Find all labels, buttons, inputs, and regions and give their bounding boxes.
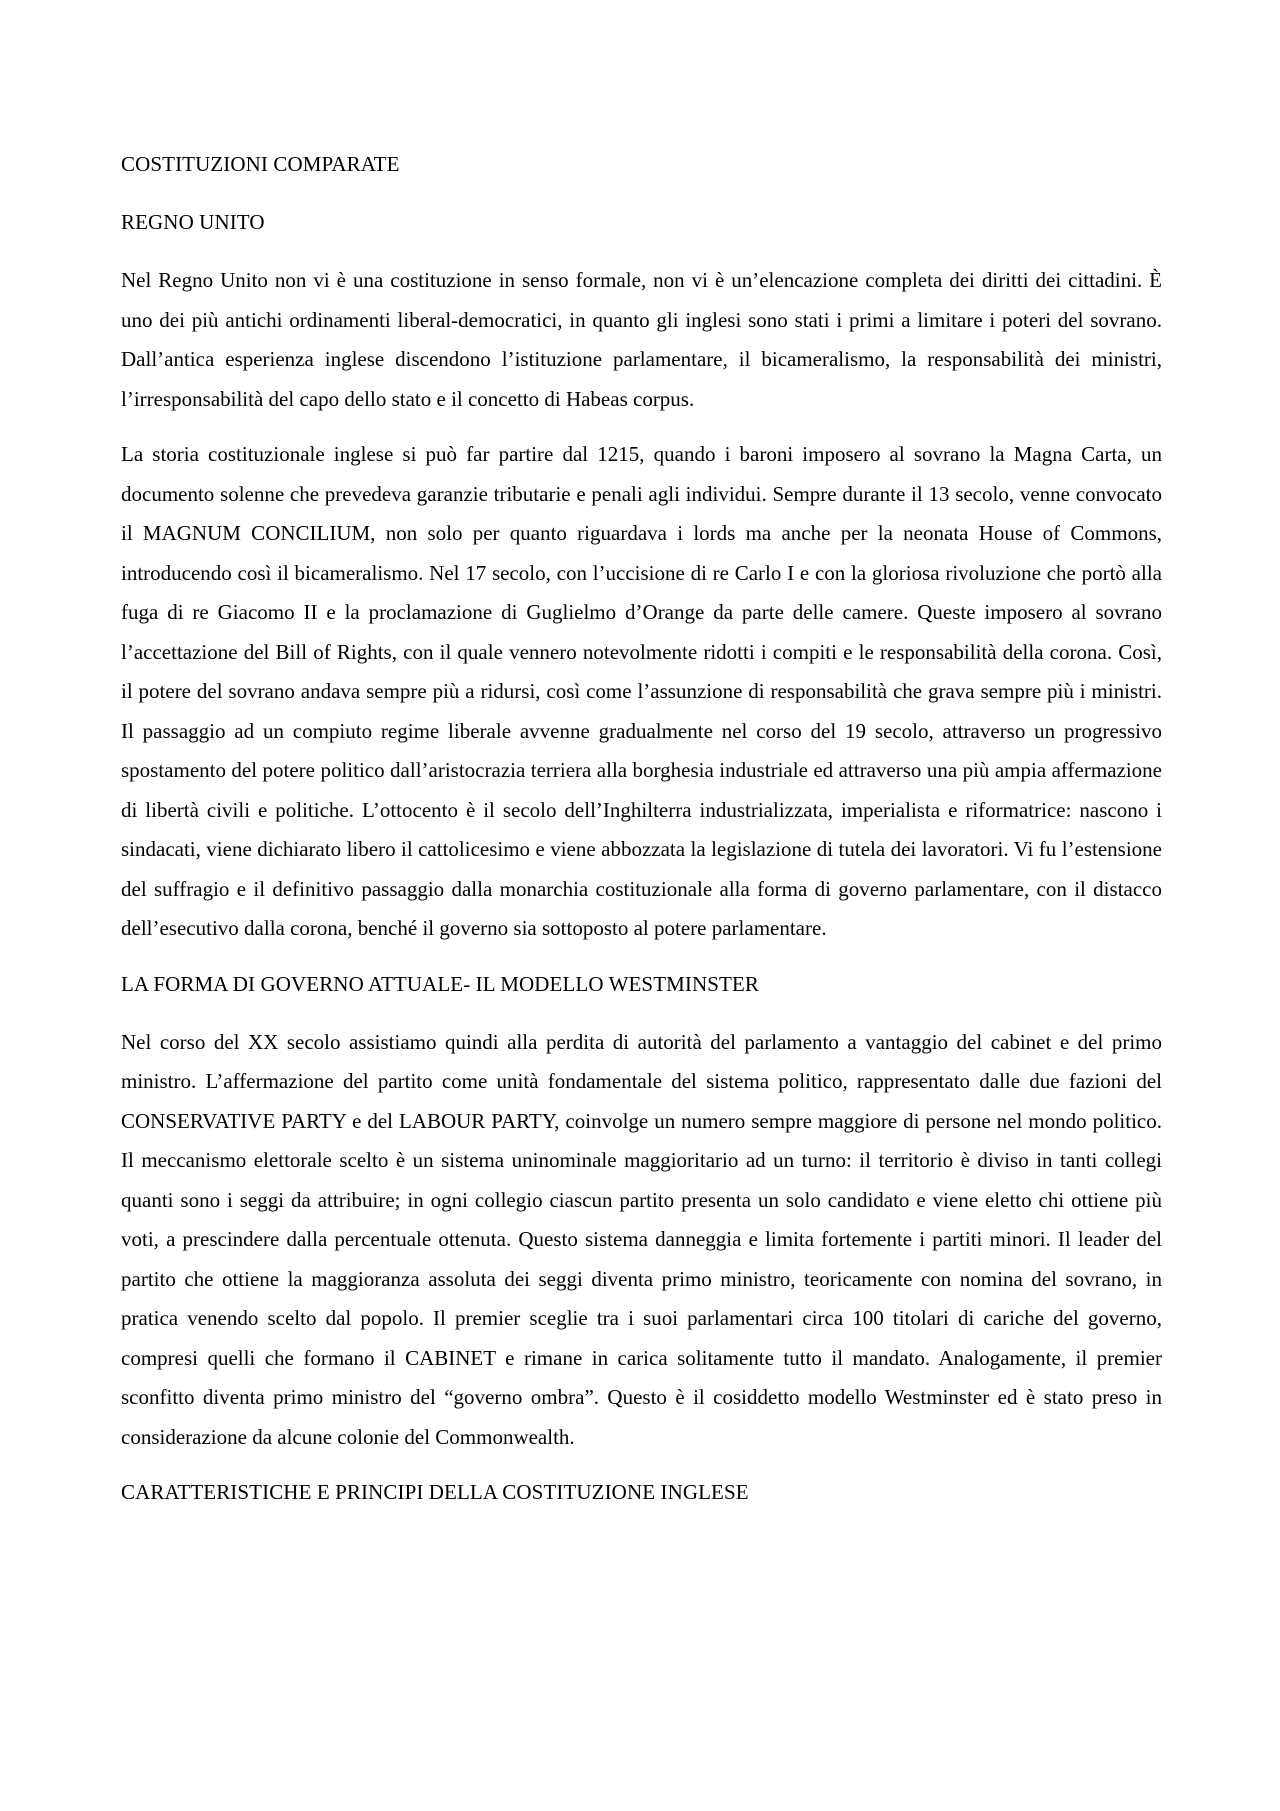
section-heading-principles: CARATTERISTICHE E PRINCIPI DELLA COSTITUZIONE INGLESE	[121, 1480, 749, 1504]
paragraph-history: La storia costituzionale inglese si può far partire dal 1215, quando i baroni imposero al sovrano la Magna Carta, un documento solenne che prevedeva garanzie tributarie e penali agli individui. Sempre durante il 13 secolo, venne convocato il MAGNUM CONCILIUM, non solo per quanto riguardava i lords ma anche per la neonata House of Commons, introducendo così il bicameralismo. Nel 17 secolo, con l’uccisione di re Carlo I e con la gloriosa rivoluzione che portò alla fuga di re Giacomo II e la proclamazione di Guglielmo d’Orange da parte delle camere. Queste imposero al sovrano l’accettazione del Bill of Rights, con il quale vennero notevolmente ridotti i compiti e le responsabilità della corona. Così, il potere del sovrano andava sempre più a ridursi, così come l’assunzione di responsabilità che grava sempre più i ministri. Il passaggio ad un compiuto regime liberale avvenne gradualmente nel corso del 19 secolo, attraverso un progressivo spostamento del potere politico dall’aristocrazia terriera alla borghesia industriale ed attraverso una più ampia affermazione di libertà civili e politiche. L’ottocento è il secolo dell’Inghilterra industrializzata, imperialista e riformatrice: nascono i sindacati, viene dichiarato libero il cattolicesimo e viene abbozzata la legislazione di tutela dei lavoratori. Vi fu l’estensione del suffragio e il definitivo passaggio dalla monarchia costituzionale alla forma di governo parlamentare, con il distacco dell’esecutivo dalla corona, benché il governo sia sottoposto al potere parlamentare.	[121, 442, 1162, 940]
paragraph-intro: Nel Regno Unito non vi è una costituzione in senso formale, non vi è un’elencazione completa dei diritti dei cittadini. È uno dei più antichi ordinamenti liberal-democratici, in quanto gli inglesi sono stati i primi a limitare i poteri del sovrano. Dall’antica esperienza inglese discendono l’istituzione parlamentare, il bicameralismo, la responsabilità dei ministri, l’irresponsabilità del capo dello stato e il concetto di Habeas corpus.	[121, 268, 1162, 411]
section-heading-regno-unito: REGNO UNITO	[121, 210, 265, 234]
document-title: COSTITUZIONI COMPARATE	[121, 152, 400, 176]
document-body	[121, 145, 1162, 1531]
section-heading-westminster: LA FORMA DI GOVERNO ATTUALE- IL MODELLO WESTMINSTER	[121, 971, 759, 996]
paragraph-westminster: Nel corso del XX secolo assistiamo quindi alla perdita di autorità del parlamento a vantaggio del cabinet e del primo ministro. L’affermazione del partito come unità fondamentale del sistema politico, rappresentato dalle due fazioni del CONSERVATIVE PARTY e del LABOUR PARTY, coinvolge un numero sempre maggiore di persone nel mondo politico. Il meccanismo elettorale scelto è un sistema uninominale maggioritario ad un turno: il territorio è diviso in tanti collegi quanti sono i seggi da attribuire; in ogni collegio ciascun partito presenta un solo candidato e viene eletto chi ottiene più voti, a prescindere dalla percentuale ottenuta. Questo sistema danneggia e limita fortemente i partiti minori. Il leader del partito che ottiene la maggioranza assoluta dei seggi diventa primo ministro, teoricamente con nomina del sovrano, in pratica venendo scelto dal popolo. Il premier sceglie tra i suoi parlamentari circa 100 titolari di cariche del governo, compresi quelli che formano il CABINET e rimane in carica solitamente tutto il mandato. Analogamente, il premier sconfitto diventa primo ministro del “governo ombra”. Questo è il cosiddetto modello Westminster ed è stato preso in considerazione da alcune colonie del Commonwealth.	[121, 1029, 1162, 1449]
